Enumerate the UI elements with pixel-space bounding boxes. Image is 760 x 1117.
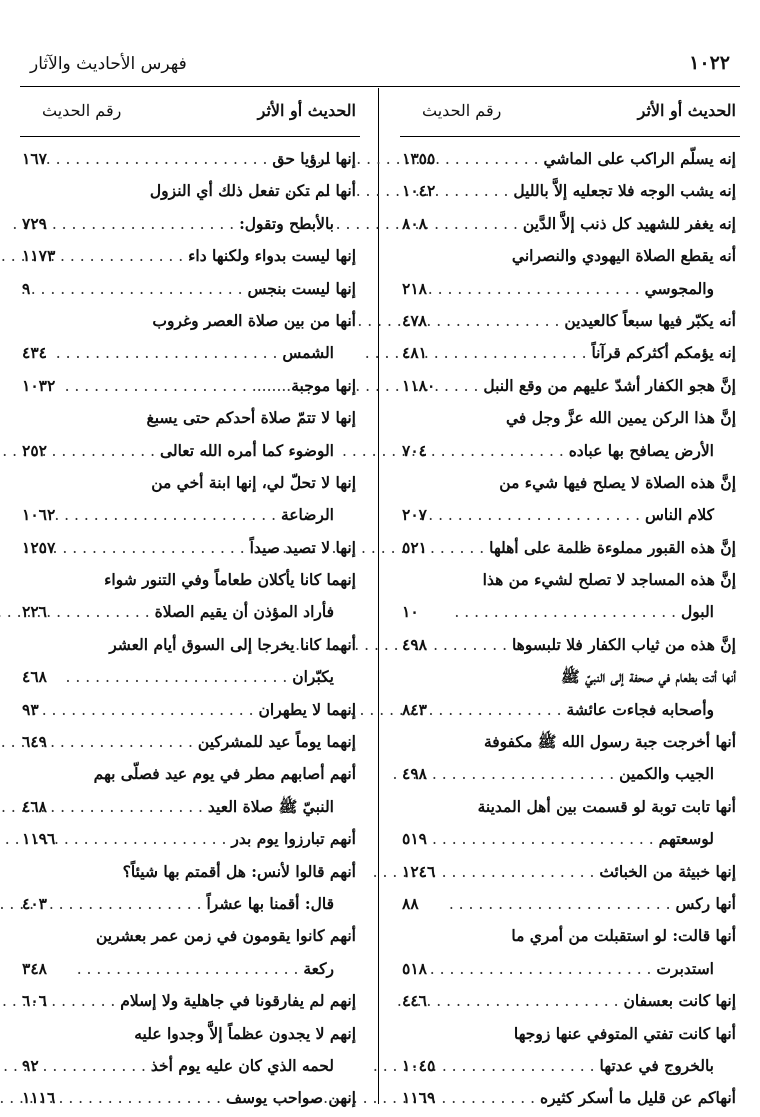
entry-number: ٤٩٨ [402,764,427,784]
entry-number: ٦٠٦ [22,991,47,1011]
entry-number: ٩ [22,278,31,298]
entry-text: إنها ليست بدواء ولكنها داء . . . [0,246,356,265]
entry-text: أنه يقطع الصلاة اليهودي والنصراني [511,246,736,266]
entry-number: ١١٨٠ [402,375,436,395]
entry-text: أنها قالت: لو استقبلت من أمري ما [511,926,736,946]
column-heading-number: رقم الحديث [422,101,502,120]
entry-text: والمجوسي . . . [418,279,714,298]
entry-text: الأرض يصافح بها عباده . . . [342,441,714,460]
entry-number: ١٠ [402,602,419,622]
entry-number: ١١٩٦ [22,829,56,849]
entry-number: ١٠٦٢ [22,505,56,525]
entry-number: ١١١٦ [22,1088,56,1108]
index-entry [400,696,740,728]
entry-number: ٢٢٦ [22,602,47,622]
entry-text: أنهم كانوا يقومون في زمن عمر بعشرين [95,926,356,946]
entry-number: ١٠٣٢ [22,375,56,395]
entry-number: ٩٣ [22,699,39,719]
entry-text: إنها لا تحلّ لي، إنها ابنة أخي من [151,472,356,492]
index-entry [20,339,360,371]
entry-text: أنه يكبّر فيها سبعاً كالعيدين . . . [338,311,736,330]
entry-text: أنها لم تكن تفعل ذلك أي النزول [149,181,356,201]
left-column-header [20,92,360,137]
entry-text: إنَّ هذه من ثياب الكفار فلا تلبسوها . . . [285,635,736,654]
index-entry [20,566,360,598]
entry-text: إنَّ هذا الركن يمين الله عزَّ وجل في [506,408,736,428]
index-entry [400,404,740,436]
index-entry [400,987,740,1019]
entry-text: أنها تابت توبة لو قسمت بين أهل المدينة [477,796,736,816]
index-entry [400,307,740,339]
index-entry [400,793,740,825]
entry-text: إنهن صواحب يوسف . . . [0,1088,356,1107]
index-entry [20,987,360,1019]
entry-number: ٩٢ [22,1055,39,1075]
entry-text: إنه يشب الوجه فلا تجعليه إلاَّ بالليل . . . [287,181,736,200]
entry-text: فأراد المؤذن أن يقيم الصلاة . . . [0,602,334,621]
entry-number: ١٦٧ [22,149,47,168]
index-entry [20,825,360,857]
index-entry [400,1020,740,1052]
index-entry [400,210,740,242]
index-entry [20,858,360,890]
index-entry [20,631,360,663]
entry-text: إنهما يوماً عيد للمشركين . . . [0,732,356,751]
index-entry [400,145,740,177]
entry-text: البول . . . [454,602,714,621]
entry-text: إنَّ هجو الكفار أشدّ عليهم من وقع النبل . . . [257,376,736,395]
entry-number: ٤٨١ [402,343,427,363]
entry-number: ٢١٨ [402,278,427,298]
entry-number: ٧٠٤ [402,440,427,460]
index-entry [20,177,360,209]
entry-number: ٥٢١ [402,537,427,557]
index-entry [20,534,360,566]
index-entry [400,469,740,501]
index-entry [400,728,740,760]
entry-text: إنها موجبة . . . [65,376,356,395]
entry-number: ٤٠٣ [22,893,47,913]
entry-text: إنها خبيثة من الخبائث . . . [373,862,736,881]
index-entry [400,372,740,404]
entry-text: أنهاكم عن قليل ما أسكر كثيره . . . [313,1088,736,1107]
entry-number: ١٢٤٦ [402,861,436,881]
index-entry [400,598,740,630]
index-entry [20,404,360,436]
entry-text: أنها كانت تفتي المتوفي عنها زوجها [513,1023,736,1043]
entry-text: الوضوء كما أمره الله تعالى . . . [0,441,334,460]
entry-text: وأصحابه فجاءت عائشة . . . [340,700,714,719]
index-entry [400,534,740,566]
column-heading-hadith: الحديث أو الأثر [637,101,736,120]
column-heading-hadith: الحديث أو الأثر [257,101,356,120]
index-entry [20,437,360,469]
entry-text: إنهم لم يفارقونا في جاهلية ولا إسلام . . . [0,991,356,1010]
index-entry [400,760,740,792]
right-column-rows [400,145,740,1117]
entry-number: ٣٤٨ [22,958,47,978]
entry-number: ٨٨ [402,893,419,913]
index-entry [20,955,360,987]
index-entry [400,566,740,598]
entry-number: ٧٢٩ [22,213,47,233]
entry-text: الشمس . . . [56,343,334,362]
entry-number: ٤٤٦ [402,991,427,1011]
index-entry [20,210,360,242]
entry-text: إنها كانت بعسفان . . . [397,991,736,1010]
entry-text: إنَّ هذه المساجد لا تصلح لشيء من هذا [482,570,736,590]
entry-text: بالأبطح وتقول: . . . [12,214,334,233]
entry-text: أنهم تبارزوا يوم بدر . . . [5,829,356,848]
entry-number: ١٢٥٧ [22,537,56,557]
entry-text: أنهم قالوا لأنس: هل أقمتم بها شيئاً؟ [122,861,356,881]
entry-number: ٤٦٨ [22,796,47,816]
index-entry [20,501,360,533]
entry-number: ١٠٤٥ [402,1055,436,1075]
page-header [20,52,740,84]
entry-number: ٤٧٨ [402,310,427,330]
column-divider [378,88,379,1104]
index-entry [20,469,360,501]
entry-number: ٤٣٤ [22,343,47,363]
entry-text: أنها من بين صلاة العصر وغروب [152,310,356,330]
index-entry [400,501,740,533]
index-entry [20,793,360,825]
index-entry [400,1052,740,1084]
index-entry [20,372,360,404]
index-entry [400,825,740,857]
index-entry [20,1052,360,1084]
index-entry [400,663,740,695]
index-entry [20,728,360,760]
entry-text: إنها لا تصيد صيداً . . . [23,538,356,557]
entry-number: ٤٦٨ [22,667,47,687]
entry-text: إنهما كانا يأكلان طعاماً وفي التنور شواء [104,570,356,590]
entry-text: النبيّ ﷺ صلاة العيد . . . [0,797,334,820]
entry-text: لحمه الذي كان عليه يوم أخذ . . . [0,1056,334,1075]
index-entry [20,598,360,630]
entry-text: كلام الناس . . . [418,505,714,524]
index-entry [400,631,740,663]
column-heading-number: رقم الحديث [42,101,122,120]
index-entry [20,890,360,922]
entry-text: إنهما لا يطهران . . . [32,700,356,719]
index-entry [400,858,740,890]
index-entry [20,307,360,339]
entry-text: أنهم أصابهم مطر في يوم عيد فصلّى بهم [93,764,356,784]
entry-text: إنهم لا يجدون عظماً إلاَّ وجدوا عليه [134,1023,356,1043]
entry-number: ٨٤٣ [402,699,427,719]
entry-number: ١١٦٩ [402,1088,436,1108]
index-entry [400,437,740,469]
entry-number: ١٣٥٥ [402,149,436,168]
index-entry [400,275,740,307]
index-entry [400,177,740,209]
entry-text: إنها لرؤيا حق . . . [46,149,356,168]
index-entry [20,1020,360,1052]
entry-text: إنها ليست بنجس . . . [21,279,356,298]
right-column-header [400,92,740,137]
index-entry [20,242,360,274]
entry-number: ٦٤٩ [22,732,47,752]
entry-text: استدبرت . . . [430,959,714,978]
header-rule [20,86,740,87]
entry-text: قال: أقمنا بها عشراً . . . [0,894,334,913]
index-entry [20,760,360,792]
index-entry [400,955,740,987]
entry-number: ٤٩٨ [402,634,427,654]
entry-text: إنَّ هذه القبور مملوءة ظلمة على أهلها . . . [262,538,736,557]
entry-number: ٨٠٨ [402,213,427,233]
index-entry [20,145,360,177]
entry-number: ١١٧٣ [22,246,56,266]
entry-text: لوسعتهم . . . [432,829,714,848]
entry-number: ٥١٩ [402,829,427,849]
running-title: فهرس الأحاديث والآثار [30,54,187,74]
entry-text: إنَّ هذه الصلاة لا يصلح فيها شيء من [499,472,736,492]
entry-text: أنها أتت بطعام في صحفة إلى النبيّ ﷺ [561,667,736,687]
entry-text: إنه يغفر للشهيد كل ذنب إلاَّ الدَّين . . . [296,214,736,233]
entry-number: ٢٥٢ [22,440,47,460]
right-column [400,92,740,1112]
entry-number: ٥١٨ [402,958,427,978]
index-entry [20,696,360,728]
entry-text: إنه يسلّم الراكب على الماشي . . . [317,149,736,168]
entry-text: أنها ركس . . . [449,894,736,913]
index-entry [20,663,360,695]
index-entry [400,242,740,274]
index-entry [400,922,740,954]
entry-number: ١٠٤٢ [402,181,436,201]
entry-text: إنه يؤمكم أكثركم قرآناً . . . [365,343,736,362]
index-entry [400,339,740,371]
index-entry [20,922,360,954]
entry-text: الرضاعة . . . [54,505,334,524]
page-number: ١٠٢٢ [689,52,730,74]
entry-text: أنهما كانا يخرجا إلى السوق أيام العشر [109,634,356,654]
entry-text: ركعة . . . [77,959,334,978]
entry-text: الجيب والكمين . . . [393,764,715,783]
left-column-rows [20,145,360,1117]
index-entry [400,890,740,922]
entry-text: أنها أخرجت جبة رسول الله ﷺ مكفوفة [483,732,736,752]
entry-text: إنها لا تتمّ صلاة أحدكم حتى يسبغ [146,408,356,428]
entry-text: يكبّران . . . [66,667,334,686]
entry-text: بالخروج في عدتها . . . [373,1056,714,1075]
entry-number: ٢٠٧ [402,505,427,525]
index-entry [20,275,360,307]
left-column [20,92,360,1112]
